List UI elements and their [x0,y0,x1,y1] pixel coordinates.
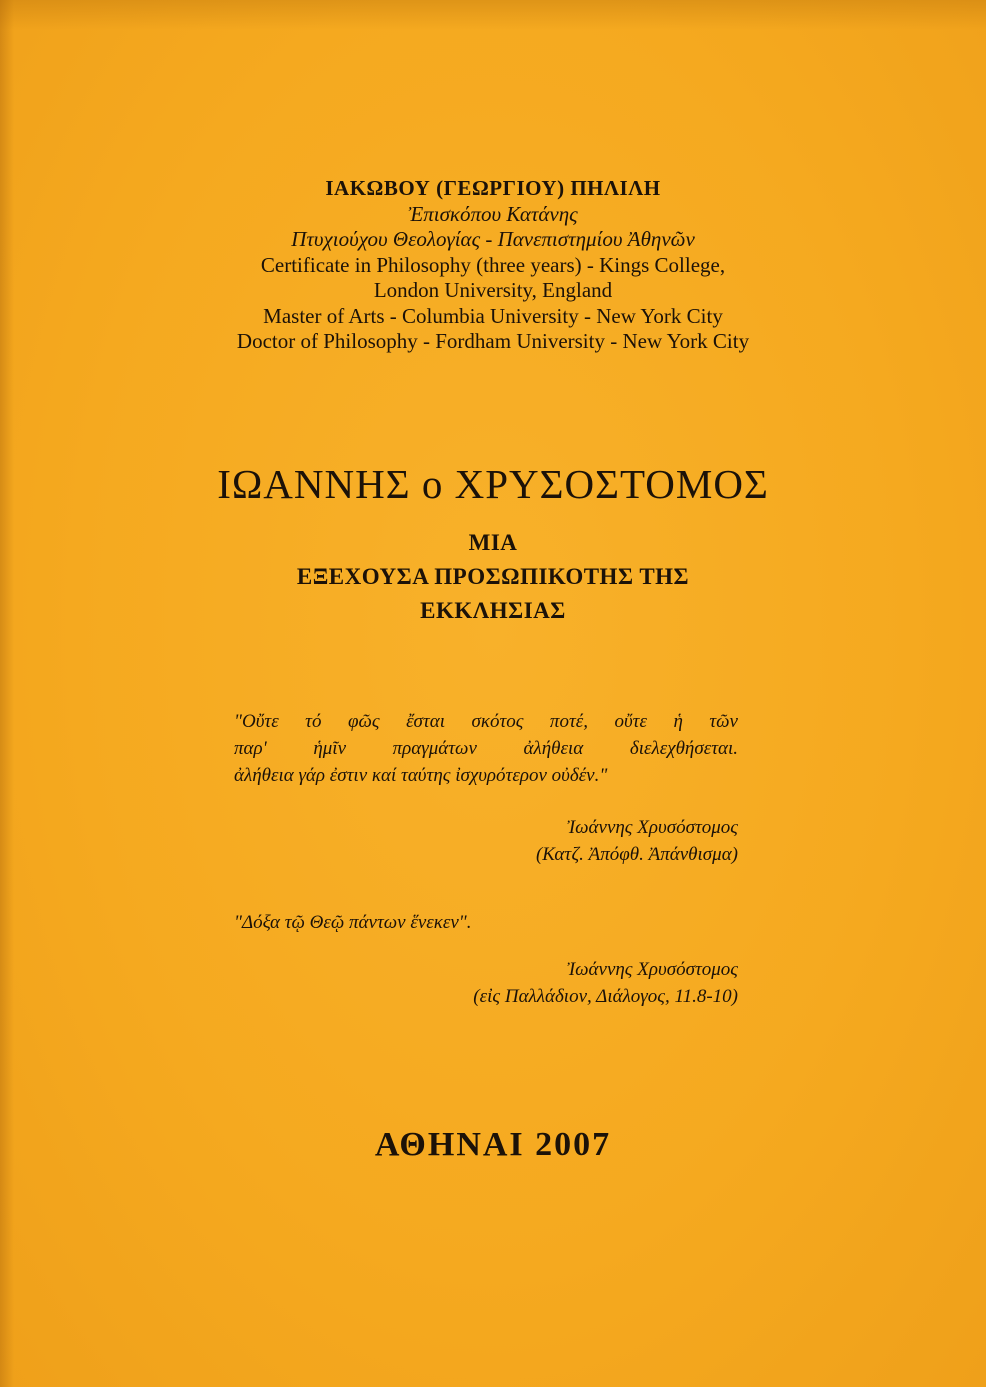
author-credential-line: Πτυχιούχου Θεολογίας - Πανεπιστημίου Ἀθηνῶν [291,227,695,251]
subtitle-line: ΜΙΑ [468,530,518,555]
attribution-author: Ἰωάννης Χρυσόστομος [566,817,738,838]
quote-2-attribution [0,956,738,1010]
author-title-line: Ἐπισκόπου Κατάνης [408,201,578,226]
author-name: ΙΑΚΩΒΟΥ (ΓΕΩΡΓΙΟΥ) ΠΗΛΙΛΗ [325,176,661,200]
author-block [0,176,986,355]
quote-line: "Δόξα τῷ Θεῷ πάντων ἕνεκεν". [234,912,472,933]
quote-1-attribution [0,814,738,868]
book-subtitle [0,526,986,628]
attribution-author: Ἰωάννης Χρυσόστομος [566,959,738,980]
subtitle-line: ΕΚΚΛΗΣΙΑΣ [420,598,566,623]
epigraph-quote-1 [234,708,738,789]
attribution-source: (Κατζ. Ἀπόφθ. Ἀπάνθισμα) [535,844,738,865]
author-credential-line: London University, England [373,278,613,302]
quote-line: παρ' ἡμῖν πραγμάτων ἀλήθεια διελεχθήσεται. [234,738,738,759]
epigraph-quote-2 [234,912,472,934]
author-credential-line: Certificate in Philosophy (three years) - Kings College, [260,252,726,277]
quote-line: "Οὔτε τό φῶς ἔσται σκότος ποτέ, οὔτε ἡ τῶν [234,711,738,732]
subtitle-line: ΕΞΕΧΟΥΣΑ ΠΡΟΣΩΠΙΚΟΤΗΣ ΤΗΣ [296,564,690,589]
attribution-source: (εἰς Παλλάδιον, Διάλογος, 11.8-10) [473,986,738,1007]
book-title: ΙΩΑΝΝΗΣ ο ΧΡΥΣΟΣΤΟΜΟΣ [217,461,769,507]
imprint-place-year: ΑΘΗΝΑΙ 2007 [374,1126,612,1163]
quote-line: ἀλήθεια γάρ ἐστιν καί ταύτης ἰσχυρότερον οὐδέν." [234,765,608,786]
author-credential-line: Doctor of Philosophy - Fordham University - New York City [236,329,750,353]
author-credential-line: Master of Arts - Columbia University - New York City [263,303,723,328]
